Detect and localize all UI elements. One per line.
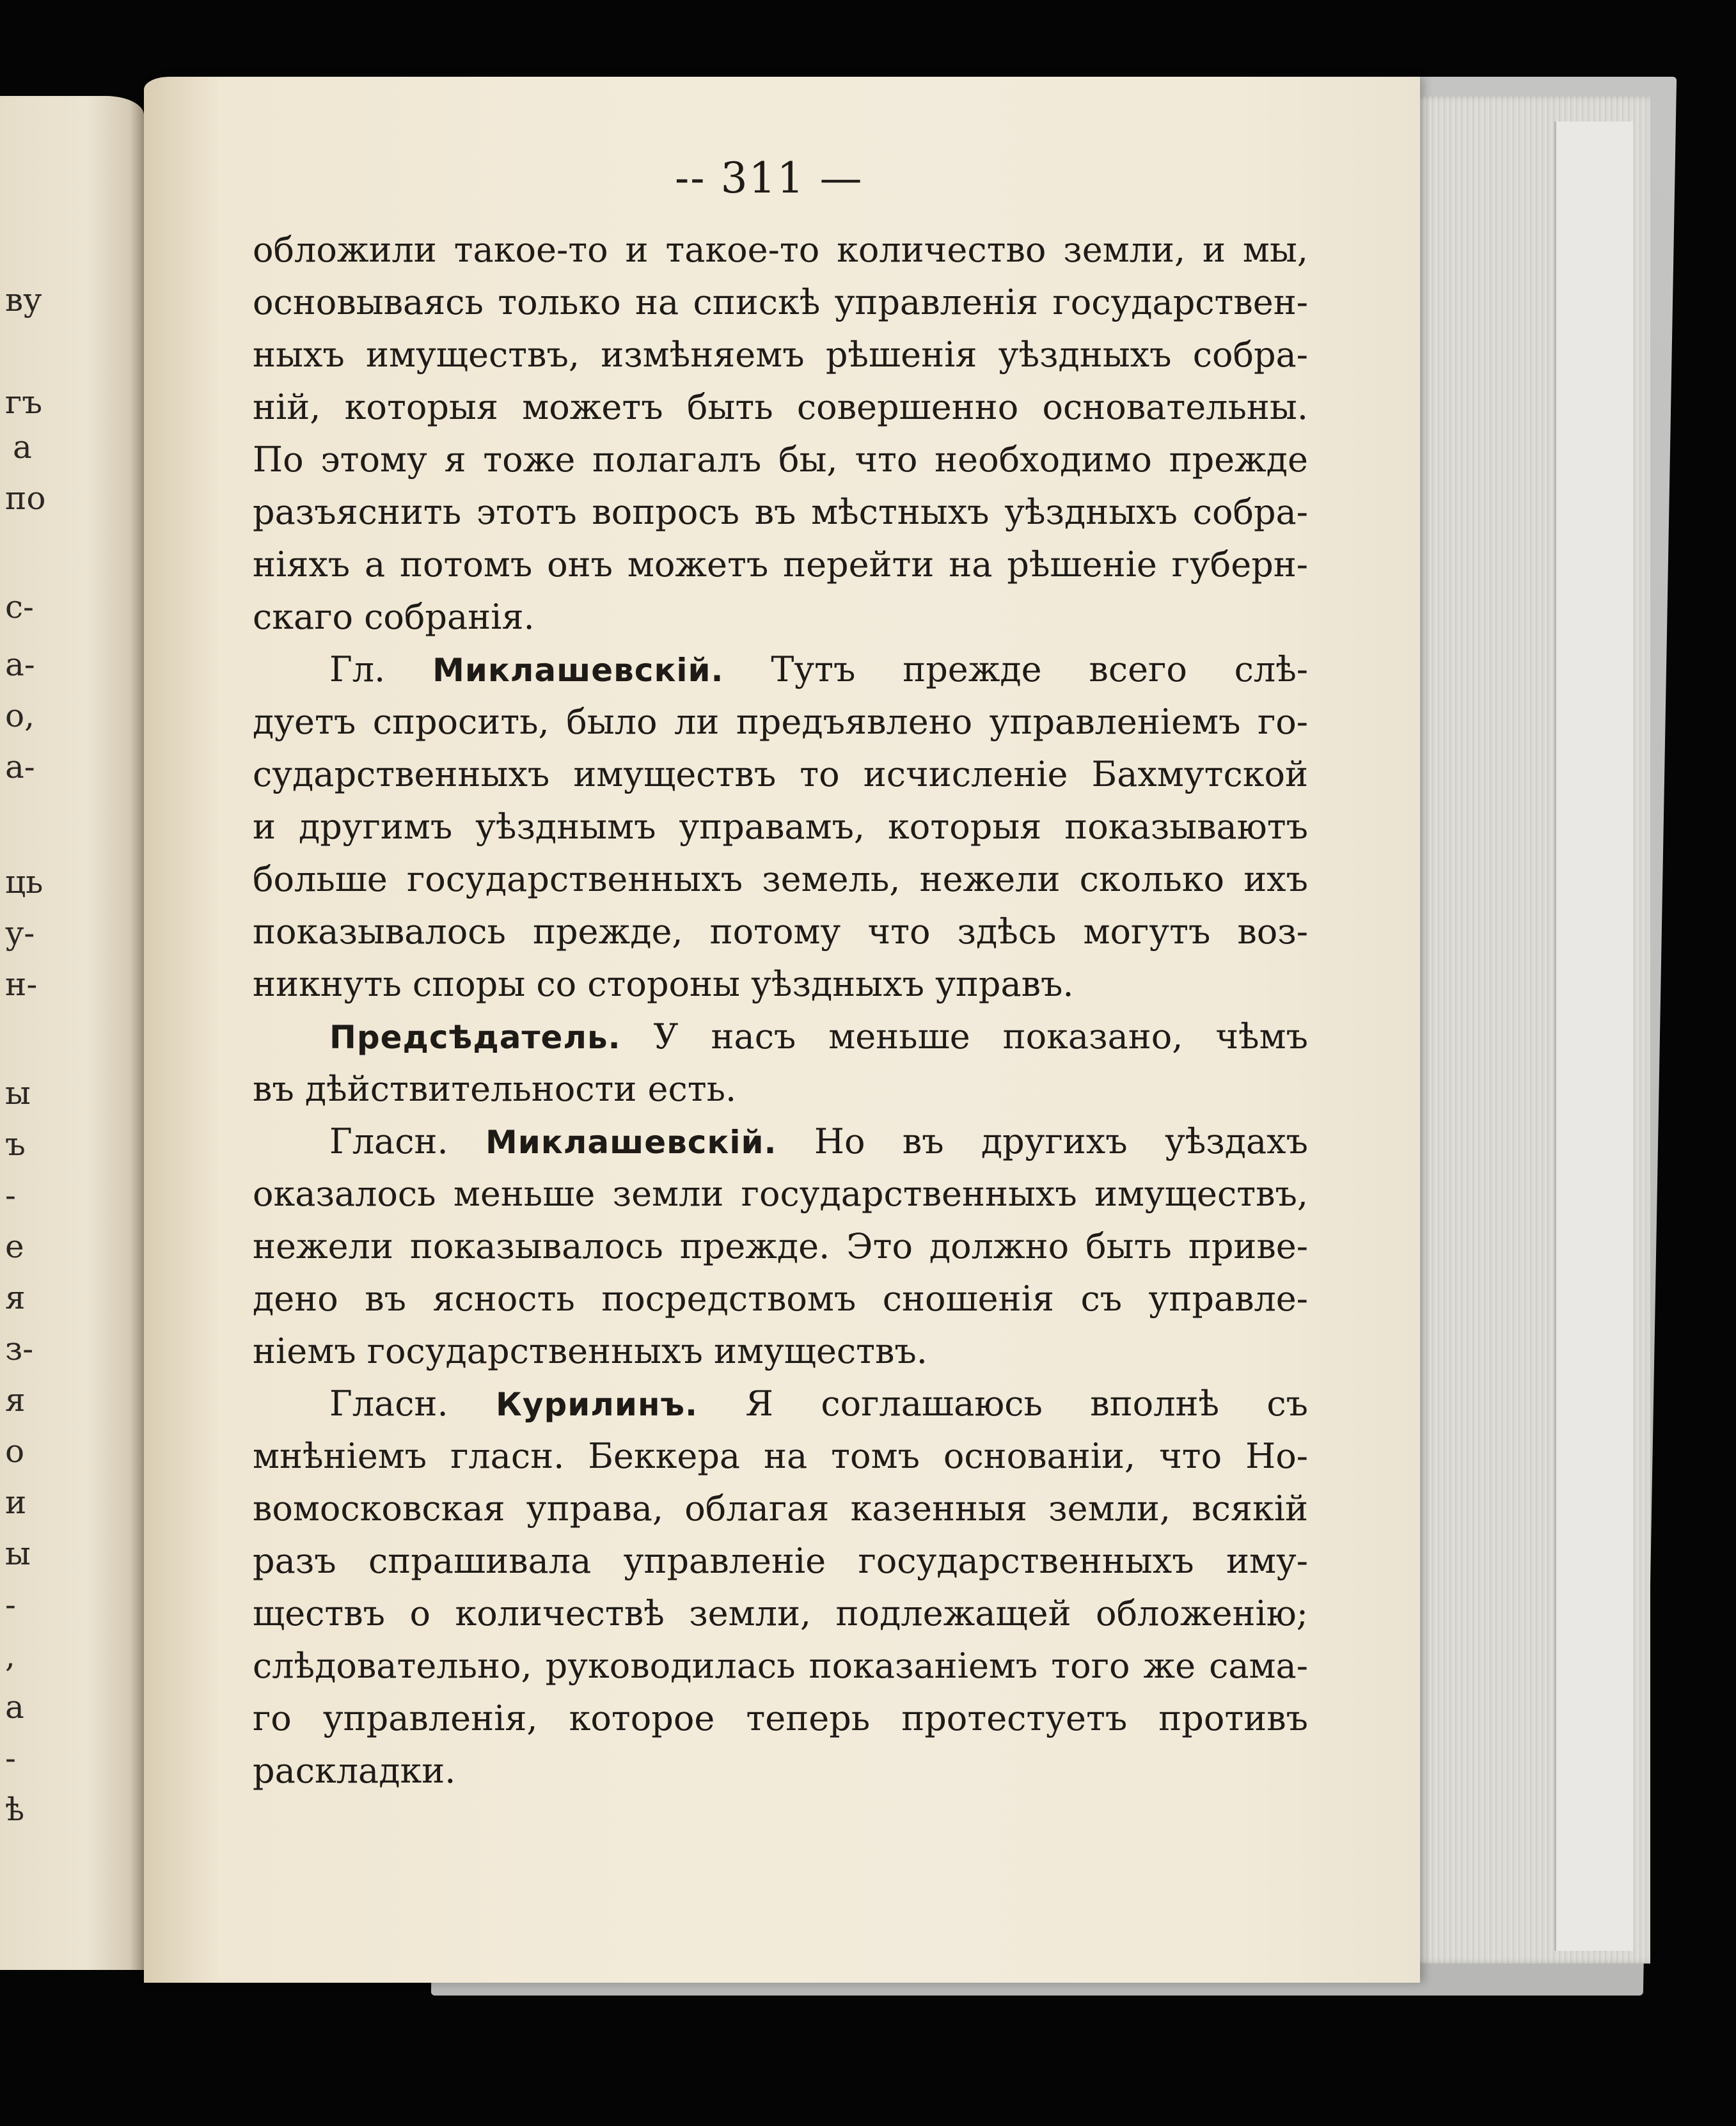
speaker-name: Предсѣдатель. (329, 1019, 621, 1056)
text-line (253, 748, 1308, 801)
text-line (253, 1168, 1308, 1220)
left-fragment: - (5, 1740, 16, 1777)
line-text: ніяхъ а потомъ онъ можетъ перейти на рѣшеніе губерн- (253, 544, 1308, 585)
text-line (253, 1011, 1308, 1063)
speaker-name: Миклашевскій. (432, 652, 724, 689)
text-line (253, 1640, 1308, 1692)
text-line (253, 329, 1308, 381)
left-fragment: ъ (5, 1126, 26, 1163)
text-line (253, 643, 1308, 696)
left-fragment: ы (5, 1075, 31, 1112)
text-line (253, 853, 1308, 906)
speaker-name: Миклашевскій. (485, 1124, 777, 1161)
speaker-title: Гл. (329, 649, 386, 689)
page-edges-inner (1554, 122, 1633, 1951)
line-text: У насъ меньше показано, чѣмъ (653, 1016, 1308, 1057)
line-text: ній, которыя можетъ быть совершенно основательны. (253, 387, 1308, 427)
left-fragment: н- (5, 966, 38, 1003)
text-line (253, 381, 1308, 434)
line-text: и другимъ уѣзднымъ управамъ, которыя показываютъ (253, 807, 1308, 847)
page-number: -- 311 — (675, 154, 864, 203)
text-line (253, 224, 1308, 276)
text-line (253, 1587, 1308, 1640)
line-text: дено въ ясность посредствомъ сношенія съ управле- (253, 1279, 1308, 1319)
line-text: вомосковская управа, облагая казенныя земли, всякій (253, 1488, 1308, 1529)
left-fragment: ы (5, 1535, 31, 1572)
speaker-title: Гласн. (329, 1121, 448, 1161)
line-text: слѣдовательно, руководилась показаніемъ того же сама- (253, 1646, 1308, 1686)
line-text: никнуть споры со стороны уѣздныхъ управъ. (253, 964, 1074, 1004)
text-line (253, 801, 1308, 853)
text-line (253, 591, 1308, 643)
text-line (253, 486, 1308, 539)
left-fragment: е (5, 1228, 24, 1265)
left-fragment: по (5, 480, 46, 517)
left-fragment: о, (5, 697, 35, 734)
text-line (253, 1220, 1308, 1273)
text-line (253, 958, 1308, 1011)
line-text: основываясь только на спискѣ управленія государствен- (253, 282, 1308, 322)
line-text: больше государственныхъ земель, нежели сколько ихъ (253, 859, 1308, 899)
left-fragment: ць (5, 863, 43, 901)
left-fragment: ѣ (5, 1791, 25, 1828)
text-line (253, 1535, 1308, 1587)
text-line (253, 1692, 1308, 1745)
line-text: Тутъ прежде всего слѣ- (771, 649, 1308, 689)
left-fragment: о (5, 1433, 25, 1470)
line-text: сударственныхъ имуществъ то исчисленіе Бахмутской (253, 754, 1308, 794)
left-fragment: - (5, 1586, 16, 1623)
line-text: обложили такое-то и такое-то количество земли, и мы, (253, 230, 1308, 270)
text-line (253, 696, 1308, 748)
left-page-edge (0, 96, 144, 1970)
text-line (253, 1745, 1308, 1797)
line-text: показывалось прежде, потому что здѣсь могутъ воз- (253, 911, 1308, 952)
left-fragment: и (5, 1484, 27, 1521)
text-line (253, 906, 1308, 958)
left-fragment: а (5, 1689, 24, 1726)
speaker-title: Гласн. (329, 1383, 448, 1424)
line-text: оказалось меньше земли государственныхъ имуществъ, (253, 1174, 1308, 1214)
left-fragment: а (13, 429, 32, 466)
line-text: Я соглашаюсь вполнѣ съ (745, 1383, 1308, 1424)
text-line (253, 1483, 1308, 1535)
left-fragment: гъ (5, 384, 43, 421)
text-line (253, 1063, 1308, 1115)
left-fragment: з- (5, 1330, 34, 1367)
line-text: раскладки. (253, 1751, 456, 1791)
text-line (253, 539, 1308, 591)
left-fragment: я (5, 1382, 26, 1419)
text-line (253, 1378, 1308, 1430)
left-fragment: с- (5, 588, 34, 626)
text-line (253, 1115, 1308, 1168)
text-line (253, 1273, 1308, 1325)
line-text: въ дѣйствительности есть. (253, 1069, 737, 1109)
text-line (253, 434, 1308, 486)
body-text (253, 224, 1308, 1797)
line-text: ніемъ государственныхъ имуществъ. (253, 1331, 927, 1371)
line-text: нежели показывалось прежде. Это должно быть приве- (253, 1226, 1308, 1266)
line-text: разъяснить этотъ вопросъ въ мѣстныхъ уѣздныхъ собра- (253, 492, 1308, 532)
line-text: мнѣніемъ гласн. Беккера на томъ основаніи, что Но- (253, 1436, 1308, 1476)
left-fragment: - (5, 1177, 16, 1214)
line-text: ществъ о количествѣ земли, подлежащей обложенію; (253, 1593, 1308, 1634)
left-fragment: , (5, 1637, 15, 1674)
text-line (253, 1430, 1308, 1483)
text-line (253, 1325, 1308, 1378)
left-fragment: а- (5, 646, 35, 683)
line-text: скаго собранія. (253, 597, 535, 637)
left-fragment: я (5, 1279, 26, 1316)
left-fragment: ву (5, 281, 42, 319)
line-text: го управленія, которое теперь протестуетъ противъ (253, 1698, 1308, 1738)
speaker-name: Курилинъ. (496, 1386, 698, 1423)
left-fragment: у- (5, 915, 35, 952)
line-text: разъ спрашивала управленіе государственныхъ иму- (253, 1541, 1308, 1581)
line-text: Но въ другихъ уѣздахъ (814, 1121, 1308, 1161)
line-text: ныхъ имуществъ, измѣняемъ рѣшенія уѣздныхъ собра- (253, 335, 1308, 375)
book-page (144, 77, 1420, 1983)
line-text: дуетъ спросить, было ли предъявлено управленіемъ го- (253, 702, 1308, 742)
text-line (253, 276, 1308, 329)
line-text: По этому я тоже полагалъ бы, что необходимо прежде (253, 439, 1308, 480)
left-fragment: а- (5, 748, 35, 785)
